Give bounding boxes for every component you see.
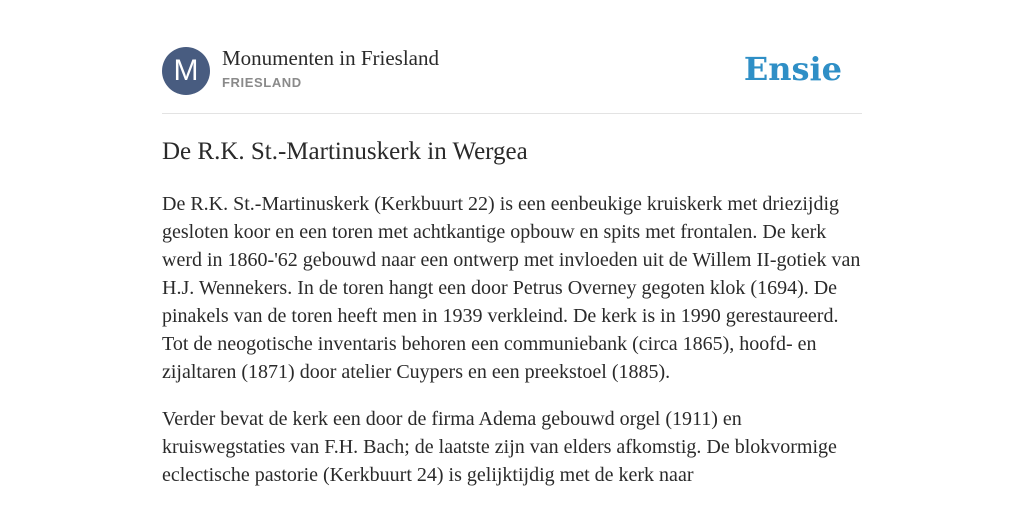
source-title[interactable]: Monumenten in Friesland bbox=[222, 46, 439, 70]
source-subtitle[interactable]: FRIESLAND bbox=[222, 75, 302, 90]
brand-logo[interactable]: Ensie bbox=[743, 50, 842, 88]
article-paragraph-2: Verder bevat de kerk een door de firma Adema gebouwd orgel (1911) en kruiswegstaties van F.H. Bach; de laatste zijn van elders afkomstig. De blokvormige eclectische pastorie (Kerkbuurt 24) is gelijktijdig met de kerk naar bbox=[162, 408, 837, 486]
article-paragraph-1: De R.K. St.-Martinuskerk (Kerkbuurt 22) is een eenbeukige kruiskerk met driezijdig gesloten koor en een toren met achtkantige opbouw en spits met frontalen. De kerk werd in 1860-'62 gebouwd naar een ontwerp met invloeden uit de Willem II-gotiek van H.J. Wennekers. In de toren hangt een door Petrus Overney gegoten klok (1694). De pinakels van de toren heeft men in 1939 verkleind. De kerk is in 1990 gerestaureerd. Tot de neogotische inventaris behoren een communiebank (circa 1865), hoofd- en zijaltaren (1871) door atelier Cuypers en een preekstoel (1885). bbox=[162, 193, 861, 383]
header-divider bbox=[162, 113, 862, 114]
header bbox=[162, 46, 862, 96]
article-title: De R.K. St.-Martinuskerk in Wergea bbox=[162, 138, 528, 165]
source-avatar[interactable]: M bbox=[162, 47, 210, 95]
article-body bbox=[162, 190, 862, 508]
